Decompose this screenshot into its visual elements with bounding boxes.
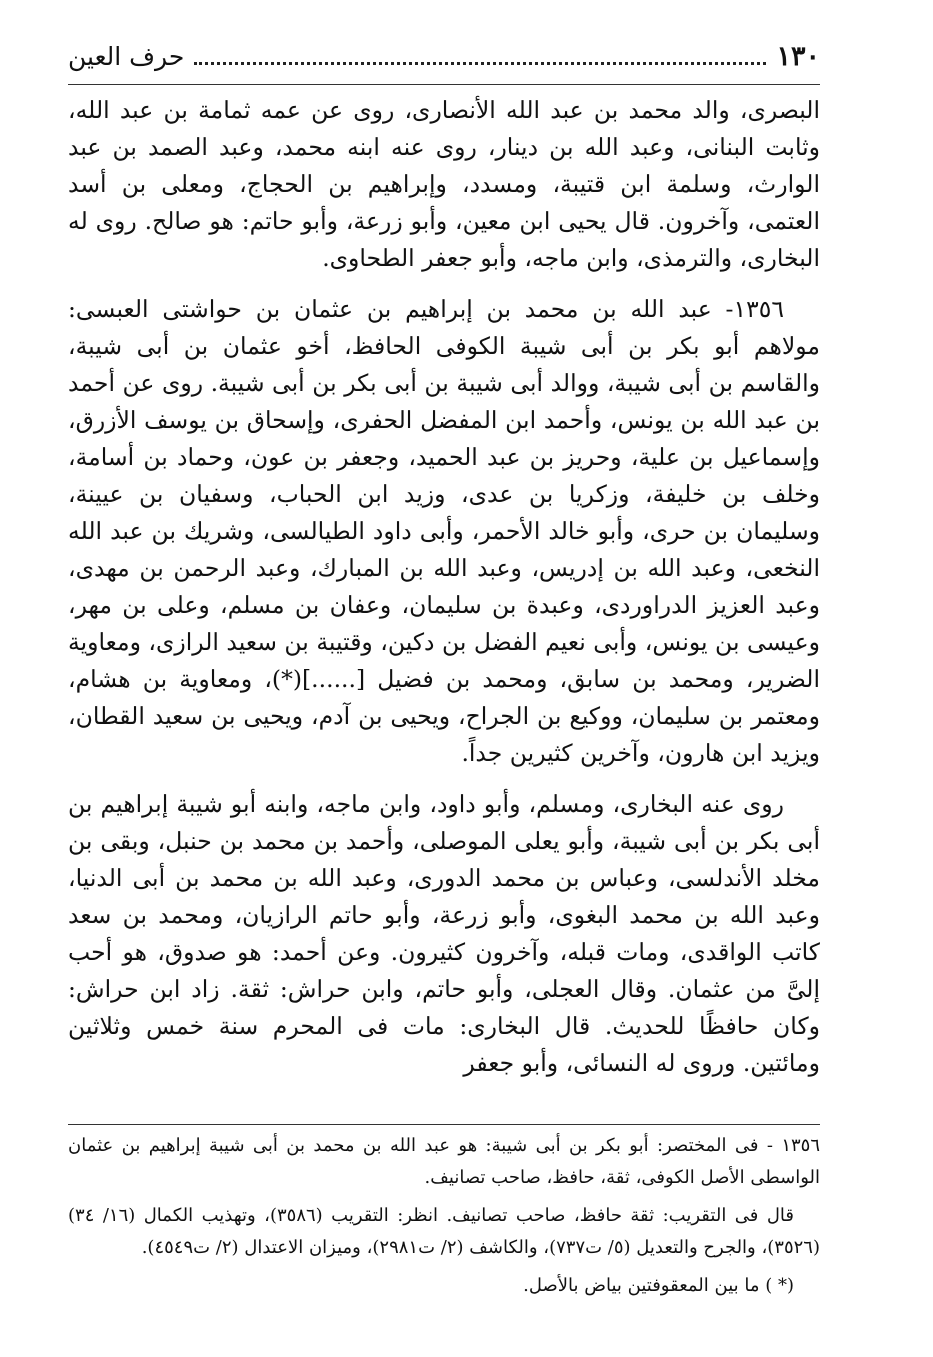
main-text (68, 92, 820, 1096)
paragraph-narrators: روى عنه البخارى، ومسلم، وأبو داود، وابن ماجه، وابنه أبو شيبة إبراهيم بن أبى بكر بن أبى شيبة، وأبو يعلى الموصلى، وأحمد بن محمد بن حنبل، وبقى بن مخلد الأندلسى، وعباس بن محمد الدورى، وعبد الله بن محمد بن أبى الدنيا، وعبد الله بن محمد البغوى، وأبو زرعة، وأبو حاتم الرازيان، ومحمد بن سعد كاتب الواقدى، ومات قبله، وآخرون كثيرون. وعن أحمد: هو صدوق، هو أحب إلىَّ من عثمان. وقال العجلى، وأبو حاتم، وابن حراش: ثقة. زاد ابن حراش: وكان حافظًا للحديث. قال البخارى: مات فى المحرم سنة خمس وثلاثين ومائتين. وروى له النسائى، وأبو جعفر (68, 790, 820, 1077)
page-number: ١٣٠ (776, 40, 820, 72)
section-title: حرف العين (68, 41, 185, 71)
footnote-taqrib: قال فى التقريب: ثقة حافظ، صاحب تصانيف. انظر: التقريب (٣٥٨٦)، وتهذيب الكمال (١٦/ ٣٤) (٣٥٢٦)، والجرح والتعديل (٥/ ت٧٣٧)، والكاشف (٢/ ت٢٩٨١)، وميزان الاعتدال (٢/ ت٤٥٤٩). (68, 1205, 820, 1258)
paragraph-entry-1356: ١٣٥٦- عبد الله بن محمد بن إبراهيم بن عثمان بن حواشتى العبسى: مولاهم أبو بكر بن أبى شيبة الكوفى الحافظ، أخو عثمان بن أبى شيبة، والقاسم بن أبى شيبة، ووالد أبى شيبة بن أبى بكر بن أبى شيبة. روى عن أحمد بن عبد الله بن يونس، وأحمد ابن المفضل الحفرى، وإسحاق بن يوسف الأزرق، وإسماعيل بن علية، وحريز بن عبد الحميد، وجعفر بن عون، وحماد بن أسامة، وخلف بن خليفة، وزكريا بن عدى، وزيد ابن الحباب، وسفيان بن عيينة، وسليمان بن حرى، وأبو خالد الأحمر، وأبى داود الطيالسى، وشريك بن عبد الله النخعى، وعبد الله بن إدريس، وعبد الله بن المبارك، وعبد الرحمن بن مهدى، وعبد العزيز الدراوردى، وعبدة بن سليمان، وعفان بن مسلم، وعلى بن مهر، وعيسى بن يونس، وأبى نعيم الفضل بن دكين، وقتيبة بن سعيد الرازى، ومعاوية الضرير، ومحمد بن سابق، ومحمد بن فضيل [......](*)، ومعاوية بن هشام، ومعتمر بن سليمان، ووكيع بن الجراح، ويحيى بن آدم، ويحيى بن سعيد القطان، ويزيد ابن هارون، وآخرين كثيرين جداً. (68, 295, 820, 767)
footnote-asterisk: (* ) ما بين المعقوفتين بياض بالأصل. (523, 1275, 794, 1296)
footnotes (68, 1130, 820, 1308)
paragraph-continuation: البصرى، والد محمد بن عبد الله الأنصارى، روى عن عمه ثمامة بن عبد الله، وثابت البنانى، وعبد الله بن دينار، روى عنه ابنه محمد، وعبد الصمد بن عبد الوارث، وسلمة ابن قتيبة، ومسدد، وإبراهيم بن الحجاج، ومعلى بن أسد العتمى، وآخرون. قال يحيى ابن معين، وأبو زرعة، وأبو حاتم: هو صالح. روى له البخارى، والترمذى، وابن ماجه، وأبو جعفر الطحاوى. (68, 96, 820, 272)
page-header (68, 36, 820, 76)
footnote-1356: ١٣٥٦ - فى المختصر: أبو بكر بن أبى شيبة: هو عبد الله بن محمد بن أبى شيبة إبراهيم بن عثمان الواسطى الأصل الكوفى، ثقة، حافظ، صاحب تصانيف. (68, 1135, 820, 1188)
header-rule (68, 84, 820, 85)
footnote-rule (68, 1124, 820, 1125)
header-dot-leader (194, 48, 766, 65)
